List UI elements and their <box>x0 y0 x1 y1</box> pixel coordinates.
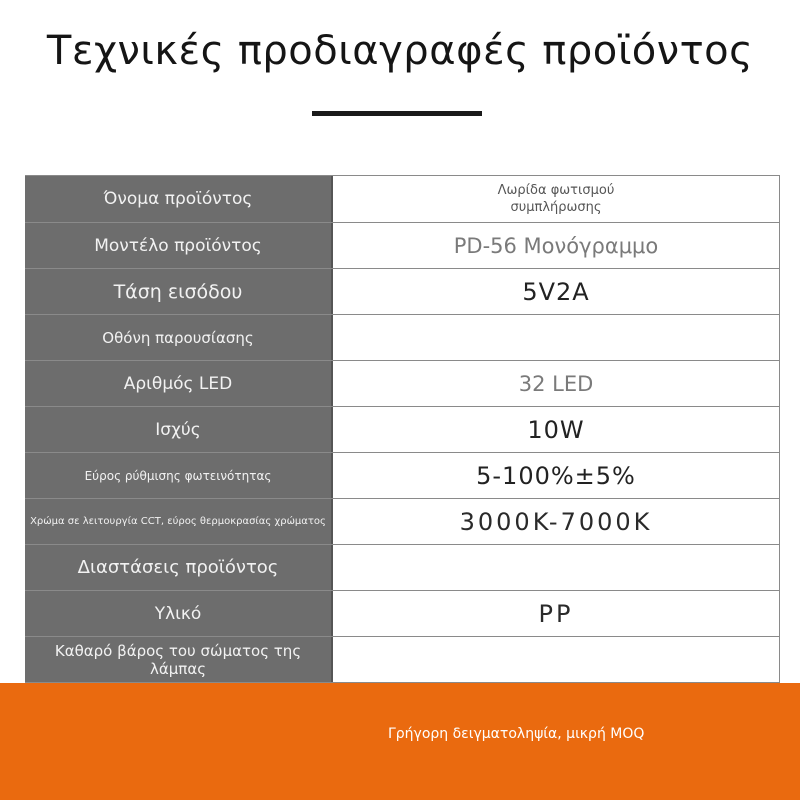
spec-value <box>333 637 780 682</box>
spec-row-model <box>25 223 780 269</box>
spec-row-display <box>25 315 780 361</box>
spec-row-brightness-range <box>25 453 780 499</box>
spec-value: 32 LED <box>333 361 780 406</box>
spec-label: Διαστάσεις προϊόντος <box>25 545 333 590</box>
spec-row-net-weight <box>25 637 780 683</box>
spec-row-input-voltage <box>25 269 780 315</box>
spec-label: Όνομα προϊόντος <box>25 176 333 222</box>
spec-value <box>333 545 780 590</box>
spec-row-dimensions <box>25 545 780 591</box>
spec-label: Καθαρό βάρος του σώματος της λάμπας <box>25 637 333 682</box>
spec-value <box>333 176 780 222</box>
page-title: Τεχνικές προδιαγραφές προϊόντος <box>46 28 754 74</box>
spec-label: Υλικό <box>25 591 333 636</box>
spec-row-material <box>25 591 780 637</box>
spec-value <box>333 315 780 360</box>
title-underline <box>312 111 482 116</box>
spec-value: 5V2A <box>333 269 780 314</box>
spec-row-cct-range <box>25 499 780 545</box>
spec-value: PD-56 Μονόγραμμο <box>333 223 780 268</box>
spec-table <box>25 175 780 683</box>
spec-label: Οθόνη παρουσίασης <box>25 315 333 360</box>
spec-value: 3000K-7000K <box>333 499 780 544</box>
spec-label: Ισχύς <box>25 407 333 452</box>
spec-label: Μοντέλο προϊόντος <box>25 223 333 268</box>
spec-row-led-count <box>25 361 780 407</box>
spec-row-power <box>25 407 780 453</box>
spec-row-product-name <box>25 176 780 223</box>
footer-tagline: Γρήγορη δειγματοληψία, μικρή MOQ <box>388 726 645 742</box>
spec-value: 5-100%±5% <box>333 453 780 498</box>
spec-value: 10W <box>333 407 780 452</box>
spec-label: Εύρος ρύθμισης φωτεινότητας <box>25 453 333 498</box>
spec-label: Αριθμός LED <box>25 361 333 406</box>
spec-label: Χρώμα σε λειτουργία CCT, εύρος θερμοκρασίας χρώματος <box>25 499 333 544</box>
spec-value: PP <box>333 591 780 636</box>
spec-label: Τάση εισόδου <box>25 269 333 314</box>
spec-value-text: Λωρίδα φωτισμού συμπλήρωσης <box>497 183 615 215</box>
